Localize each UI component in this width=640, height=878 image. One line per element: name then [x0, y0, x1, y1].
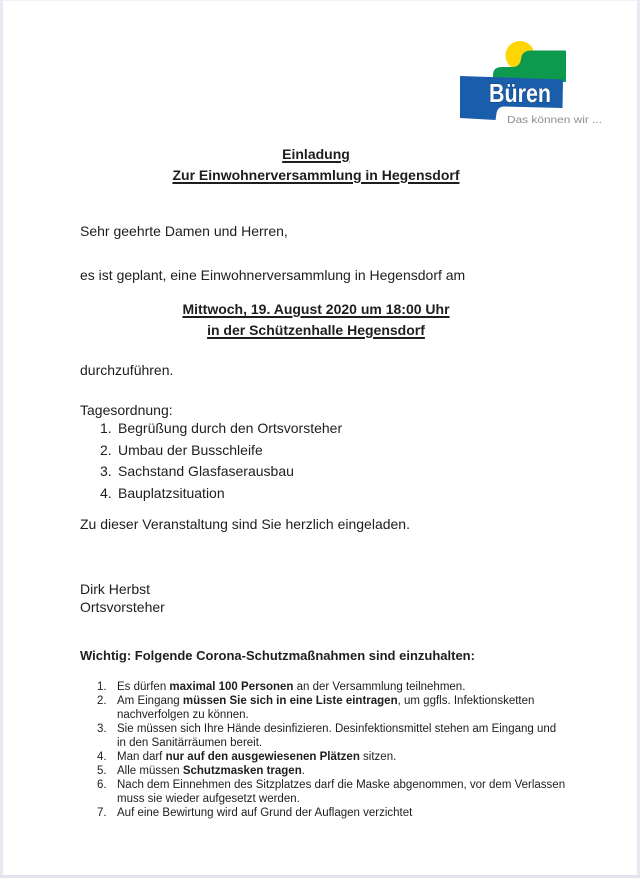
page-edge-left: [0, 0, 3, 878]
corona-rule-item: 3. Sie müssen sich Ihre Hände desinfizieren. Desinfektionsmittel stehen am Eingang und in den Sanitärräumen bereit.: [97, 723, 557, 749]
title-line-2: Zur Einwohnerversammlung in Hegensdorf: [172, 167, 460, 183]
title-line-1: Einladung: [282, 146, 350, 162]
corona-rule-item: 1. Es dürfen maximal 100 Personen an der Versammlung teilnehmen.: [97, 681, 466, 693]
document-title: [80, 144, 552, 186]
list-item-number: 4.: [97, 751, 107, 763]
salutation: Sehr geehrte Damen und Herren,: [80, 223, 288, 239]
agenda-item: 4. Bauplatzsituation: [100, 483, 540, 505]
list-item-number: 1.: [97, 681, 107, 693]
event-date: Mittwoch, 19. August 2020 um 18:00 Uhr: [182, 301, 450, 317]
list-item-number: 3.: [100, 463, 112, 480]
logo-tagline: Das können wir ...: [507, 114, 602, 126]
agenda-list: [100, 418, 540, 505]
list-item-number: 5.: [97, 765, 107, 777]
signature-role: Ortsvorsteher: [80, 599, 165, 616]
event-details: [80, 299, 552, 341]
page-edge-top: [0, 0, 640, 1]
corona-rule-item: 7. Auf eine Bewirtung wird auf Grund der Auflagen verzichtet: [97, 807, 413, 819]
corona-rules-list: [97, 680, 567, 820]
agenda-item: 2. Umbau der Busschleife: [100, 440, 540, 462]
list-item-number: 2.: [100, 441, 112, 458]
list-item-number: 4.: [100, 485, 112, 502]
list-item-number: 3.: [97, 723, 107, 735]
signature-name: Dirk Herbst: [80, 581, 151, 597]
logo-wordmark: Büren: [489, 78, 551, 108]
corona-rule-item: 2. Am Eingang müssen Sie sich in eine Liste eintragen, um ggfls. Infektionsketten nachverfolgen zu können.: [97, 695, 535, 721]
buren-logo-graphic: [458, 38, 606, 133]
corona-rule-item: 5. Alle müssen Schutzmasken tragen.: [97, 765, 305, 777]
corona-rule-item: 4. Man darf nur auf den ausgewiesenen Plätzen sitzen.: [97, 751, 397, 763]
list-item-number: 7.: [97, 807, 107, 819]
corona-rule-item: 6. Nach dem Einnehmen des Sitzplatzes darf die Maske abgenommen, vor dem Verlassen muss sie wieder aufgesetzt werden.: [97, 779, 566, 805]
invitation-line: Zu dieser Veranstaltung sind Sie herzlich eingeladen.: [80, 516, 410, 532]
intro-line: es ist geplant, eine Einwohnerversammlung in Hegensdorf am: [80, 267, 466, 283]
continuation-line: durchzuführen.: [80, 362, 174, 378]
agenda-heading: Tagesordnung:: [80, 402, 173, 418]
corona-heading: Wichtig: Folgende Corona-Schutzmaßnahmen sind einzuhalten:: [80, 648, 475, 663]
signature-block: [80, 580, 165, 617]
event-location: in der Schützenhalle Hegensdorf: [207, 322, 425, 338]
list-item-number: 6.: [97, 779, 107, 791]
agenda-item: 3. Sachstand Glasfaserausbau: [100, 461, 540, 483]
list-item-number: 1.: [100, 420, 112, 436]
list-item-number: 2.: [97, 695, 107, 707]
agenda-item: 1. Begrüßung durch den Ortsvorsteher: [100, 418, 540, 440]
buren-logo: [458, 38, 606, 133]
